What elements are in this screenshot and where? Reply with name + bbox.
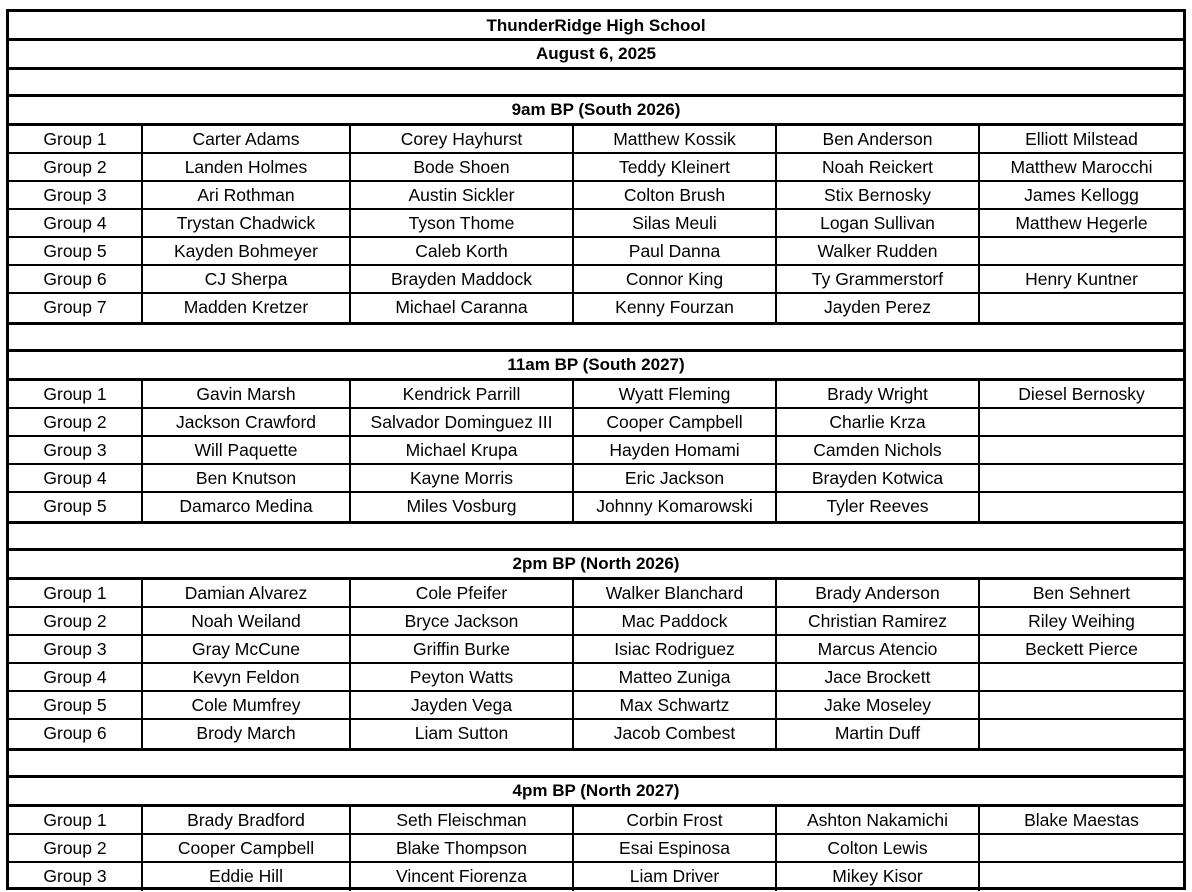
group-row bbox=[9, 210, 1183, 238]
group-label: Group 4 bbox=[43, 468, 107, 488]
schedule-sheet bbox=[6, 9, 1186, 890]
section-title: 2pm BP (North 2026) bbox=[9, 551, 1183, 580]
group-row bbox=[9, 493, 1183, 521]
player-name-cell: Ari Rothman bbox=[141, 182, 349, 208]
group-row bbox=[9, 608, 1183, 636]
player-name-cell: Stix Bernosky bbox=[775, 182, 978, 208]
player-name-cell: Gray McCune bbox=[141, 636, 349, 662]
player-name-cell: Bryce Jackson bbox=[349, 608, 572, 634]
group-row bbox=[9, 266, 1183, 294]
player-name-cell: Cole Pfeifer bbox=[349, 580, 572, 606]
group-label: Group 1 bbox=[43, 583, 107, 603]
player-name-cell: Miles Vosburg bbox=[349, 493, 572, 521]
player-name-cell: Will Paquette bbox=[141, 437, 349, 463]
player-name-cell: Brady Wright bbox=[775, 381, 978, 407]
group-label: Group 3 bbox=[43, 185, 107, 205]
group-label: Group 3 bbox=[43, 639, 107, 659]
group-label: Group 7 bbox=[43, 297, 107, 317]
player-name-cell: Charlie Krza bbox=[775, 409, 978, 435]
spacer-row bbox=[9, 325, 1183, 352]
player-name-cell: Martin Duff bbox=[775, 720, 978, 748]
player-name-cell: Logan Sullivan bbox=[775, 210, 978, 236]
player-name-cell: Madden Kretzer bbox=[141, 294, 349, 322]
player-name-cell: Seth Fleischman bbox=[349, 807, 572, 833]
player-name-cell: Ben Sehnert bbox=[978, 580, 1183, 606]
player-name-cell: Jackson Crawford bbox=[141, 409, 349, 435]
player-name-cell bbox=[978, 863, 1183, 891]
player-name-cell: Caleb Korth bbox=[349, 238, 572, 264]
group-row bbox=[9, 863, 1183, 891]
section-grid bbox=[9, 807, 1183, 891]
player-name-cell: Damarco Medina bbox=[141, 493, 349, 521]
player-name-cell bbox=[978, 465, 1183, 491]
player-name-cell: Bode Shoen bbox=[349, 154, 572, 180]
player-name-cell: Vincent Fiorenza bbox=[349, 863, 572, 891]
player-name-cell: Paul Danna bbox=[572, 238, 775, 264]
player-name-cell: Walker Blanchard bbox=[572, 580, 775, 606]
player-name-cell: Matthew Kossik bbox=[572, 126, 775, 152]
player-name-cell: Noah Reickert bbox=[775, 154, 978, 180]
player-name-cell: Ty Grammerstorf bbox=[775, 266, 978, 292]
player-name-cell bbox=[978, 409, 1183, 435]
player-name-cell: Liam Sutton bbox=[349, 720, 572, 748]
player-name-cell: Jace Brockett bbox=[775, 664, 978, 690]
group-label: Group 2 bbox=[43, 838, 107, 858]
player-name-cell: Ben Anderson bbox=[775, 126, 978, 152]
group-label: Group 5 bbox=[43, 496, 107, 516]
group-row bbox=[9, 437, 1183, 465]
player-name-cell: Kayden Bohmeyer bbox=[141, 238, 349, 264]
player-name-cell: Blake Maestas bbox=[978, 807, 1183, 833]
player-name-cell: Teddy Kleinert bbox=[572, 154, 775, 180]
player-name-cell bbox=[978, 437, 1183, 463]
group-label: Group 1 bbox=[43, 384, 107, 404]
section-title: 9am BP (South 2026) bbox=[9, 97, 1183, 126]
player-name-cell: Michael Caranna bbox=[349, 294, 572, 322]
player-name-cell: Gavin Marsh bbox=[141, 381, 349, 407]
player-name-cell: Brady Bradford bbox=[141, 807, 349, 833]
player-name-cell: Matteo Zuniga bbox=[572, 664, 775, 690]
section-title: 4pm BP (North 2027) bbox=[9, 778, 1183, 807]
player-name-cell: Michael Krupa bbox=[349, 437, 572, 463]
player-name-cell: Esai Espinosa bbox=[572, 835, 775, 861]
group-row bbox=[9, 636, 1183, 664]
group-label: Group 4 bbox=[43, 667, 107, 687]
section-grid bbox=[9, 580, 1183, 751]
group-label: Group 3 bbox=[43, 866, 107, 886]
player-name-cell: Beckett Pierce bbox=[978, 636, 1183, 662]
group-label: Group 1 bbox=[43, 129, 107, 149]
player-name-cell: CJ Sherpa bbox=[141, 266, 349, 292]
player-name-cell: Blake Thompson bbox=[349, 835, 572, 861]
player-name-cell: Jake Moseley bbox=[775, 692, 978, 718]
player-name-cell bbox=[978, 238, 1183, 264]
group-row bbox=[9, 720, 1183, 748]
player-name-cell: Jayden Vega bbox=[349, 692, 572, 718]
group-label: Group 2 bbox=[43, 412, 107, 432]
player-name-cell: Jayden Perez bbox=[775, 294, 978, 322]
player-name-cell: Silas Meuli bbox=[572, 210, 775, 236]
player-name-cell: Isiac Rodriguez bbox=[572, 636, 775, 662]
player-name-cell: Tyson Thome bbox=[349, 210, 572, 236]
player-name-cell: Tyler Reeves bbox=[775, 493, 978, 521]
group-row bbox=[9, 381, 1183, 409]
group-row bbox=[9, 835, 1183, 863]
group-row bbox=[9, 692, 1183, 720]
group-row bbox=[9, 465, 1183, 493]
player-name-cell: Austin Sickler bbox=[349, 182, 572, 208]
section-grid bbox=[9, 381, 1183, 524]
player-name-cell: Colton Lewis bbox=[775, 835, 978, 861]
player-name-cell: Elliott Milstead bbox=[978, 126, 1183, 152]
player-name-cell: James Kellogg bbox=[978, 182, 1183, 208]
player-name-cell: Henry Kuntner bbox=[978, 266, 1183, 292]
group-label: Group 6 bbox=[43, 723, 107, 743]
player-name-cell: Max Schwartz bbox=[572, 692, 775, 718]
group-row bbox=[9, 580, 1183, 608]
group-row bbox=[9, 238, 1183, 266]
player-name-cell: Kendrick Parrill bbox=[349, 381, 572, 407]
player-name-cell: Eric Jackson bbox=[572, 465, 775, 491]
player-name-cell: Cooper Campbell bbox=[141, 835, 349, 861]
player-name-cell: Jacob Combest bbox=[572, 720, 775, 748]
player-name-cell: Riley Weihing bbox=[978, 608, 1183, 634]
player-name-cell: Matthew Hegerle bbox=[978, 210, 1183, 236]
player-name-cell: Landen Holmes bbox=[141, 154, 349, 180]
player-name-cell bbox=[978, 835, 1183, 861]
group-label: Group 5 bbox=[43, 695, 107, 715]
spacer-row bbox=[9, 524, 1183, 551]
group-row bbox=[9, 664, 1183, 692]
player-name-cell: Mac Paddock bbox=[572, 608, 775, 634]
player-name-cell: Christian Ramirez bbox=[775, 608, 978, 634]
player-name-cell bbox=[978, 493, 1183, 521]
player-name-cell: Brady Anderson bbox=[775, 580, 978, 606]
player-name-cell: Ashton Nakamichi bbox=[775, 807, 978, 833]
spacer-row bbox=[9, 751, 1183, 778]
player-name-cell: Liam Driver bbox=[572, 863, 775, 891]
player-name-cell: Colton Brush bbox=[572, 182, 775, 208]
player-name-cell: Cole Mumfrey bbox=[141, 692, 349, 718]
section-title: 11am BP (South 2027) bbox=[9, 352, 1183, 381]
player-name-cell: Matthew Marocchi bbox=[978, 154, 1183, 180]
player-name-cell: Brayden Kotwica bbox=[775, 465, 978, 491]
player-name-cell: Kayne Morris bbox=[349, 465, 572, 491]
school-title: ThunderRidge High School bbox=[9, 12, 1183, 41]
group-row bbox=[9, 294, 1183, 322]
player-name-cell: Brayden Maddock bbox=[349, 266, 572, 292]
spacer-row bbox=[9, 70, 1183, 97]
player-name-cell: Walker Rudden bbox=[775, 238, 978, 264]
player-name-cell: Kenny Fourzan bbox=[572, 294, 775, 322]
player-name-cell: Kevyn Feldon bbox=[141, 664, 349, 690]
player-name-cell: Peyton Watts bbox=[349, 664, 572, 690]
group-row bbox=[9, 807, 1183, 835]
group-row bbox=[9, 182, 1183, 210]
group-row bbox=[9, 126, 1183, 154]
player-name-cell bbox=[978, 692, 1183, 718]
player-name-cell: Johnny Komarowski bbox=[572, 493, 775, 521]
player-name-cell: Damian Alvarez bbox=[141, 580, 349, 606]
group-row bbox=[9, 409, 1183, 437]
player-name-cell: Hayden Homami bbox=[572, 437, 775, 463]
player-name-cell bbox=[978, 294, 1183, 322]
player-name-cell: Noah Weiland bbox=[141, 608, 349, 634]
player-name-cell: Cooper Campbell bbox=[572, 409, 775, 435]
player-name-cell: Mikey Kisor bbox=[775, 863, 978, 891]
group-label: Group 3 bbox=[43, 440, 107, 460]
group-row bbox=[9, 154, 1183, 182]
player-name-cell: Camden Nichols bbox=[775, 437, 978, 463]
group-label: Group 6 bbox=[43, 269, 107, 289]
group-label: Group 2 bbox=[43, 611, 107, 631]
player-name-cell: Marcus Atencio bbox=[775, 636, 978, 662]
player-name-cell bbox=[978, 720, 1183, 748]
player-name-cell: Wyatt Fleming bbox=[572, 381, 775, 407]
player-name-cell: Brody March bbox=[141, 720, 349, 748]
player-name-cell: Eddie Hill bbox=[141, 863, 349, 891]
player-name-cell: Trystan Chadwick bbox=[141, 210, 349, 236]
player-name-cell: Carter Adams bbox=[141, 126, 349, 152]
group-label: Group 2 bbox=[43, 157, 107, 177]
group-label: Group 1 bbox=[43, 810, 107, 830]
section-grid bbox=[9, 126, 1183, 325]
player-name-cell: Diesel Bernosky bbox=[978, 381, 1183, 407]
player-name-cell: Ben Knutson bbox=[141, 465, 349, 491]
player-name-cell: Corbin Frost bbox=[572, 807, 775, 833]
player-name-cell: Salvador Dominguez III bbox=[349, 409, 572, 435]
group-label: Group 5 bbox=[43, 241, 107, 261]
player-name-cell: Corey Hayhurst bbox=[349, 126, 572, 152]
player-name-cell: Griffin Burke bbox=[349, 636, 572, 662]
player-name-cell bbox=[978, 664, 1183, 690]
group-label: Group 4 bbox=[43, 213, 107, 233]
schedule-date: August 6, 2025 bbox=[9, 41, 1183, 70]
player-name-cell: Connor King bbox=[572, 266, 775, 292]
